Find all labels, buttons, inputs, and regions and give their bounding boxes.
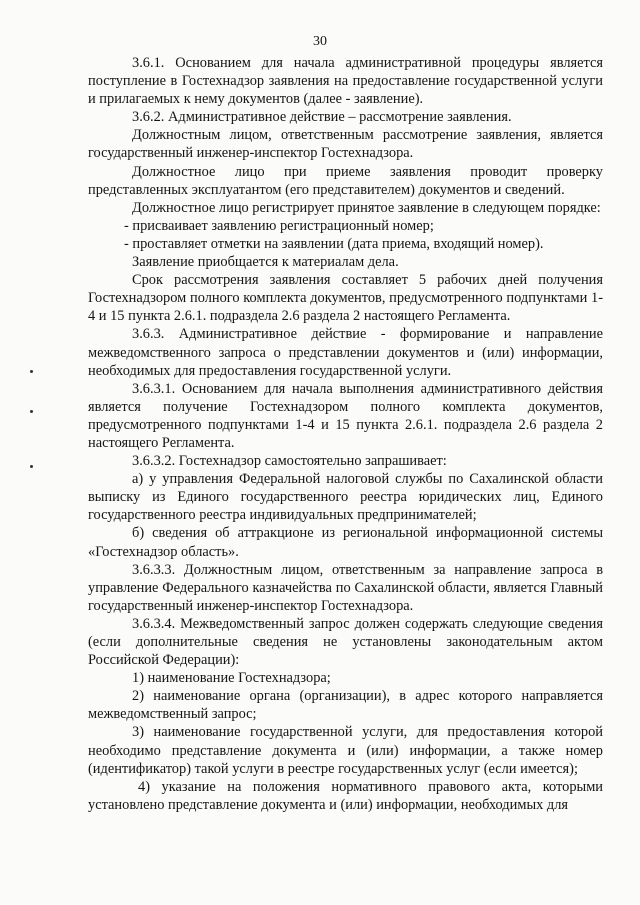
paragraph: 3.6.3. Административное действие - формирование и направление межведомственного запроса о представлении документов и (или) информации, необходимых для предоставления государственной услуги. [88,326,603,379]
document-body [88,54,603,814]
list-item: 3) наименование государственной услуги, для предоставления которой необходимо представление документа и (или) информации, а также номер (идентификатор) такой услуги в реестре государственных услуг (если имеется); [88,724,603,777]
paragraph: 3.6.3.4. Межведомственный запрос должен содержать следующие сведения (если дополнительные сведения не установлены законодательным актом Российской Федерации): [88,615,603,669]
page-number: 30 [313,34,327,49]
list-item: 4) указание на положения нормативного правового акта, которыми установлено представление документа и (или) информации, необходимых для [88,778,603,813]
list-item: - проставляет отметки на заявлении (дата приема, входящий номер). [124,235,544,252]
paragraph: б) сведения об аттракционе из региональной информационной системы «Гостехнадзор область». [88,525,603,560]
paragraph: Должностное лицо при приеме заявления проводит проверку представленных эксплуатантом (его представителем) документов и сведений. [88,163,603,198]
paragraph: Заявление приобщается к материалам дела. [132,254,399,271]
list-item: 2) наименование органа (организации), в адрес которого направляется межведомственный запрос; [88,688,603,723]
paragraph: 3.6.3.2. Гостехнадзор самостоятельно запрашивает: [132,453,447,470]
list-item: - присваивает заявлению регистрационный номер; [124,217,434,234]
paragraph: 3.6.1. Основанием для начала административной процедуры является поступление в Гостехнадзор заявления на предоставление государственной услуги и прилагаемых к нему документов (далее - заявление). [88,55,603,108]
paragraph: Должностным лицом, ответственным рассмотрение заявления, является государственный инженер-инспектор Гостехнадзора. [88,127,603,162]
paragraph: а) у управления Федеральной налоговой службы по Сахалинской области выписку из Единого государственного реестра юридических лиц, Единого государственного реестра индивидуальных предпринимателей; [88,471,603,524]
paragraph: 3.6.2. Административное действие – рассмотрение заявления. [132,109,512,126]
paragraph: 3.6.3.3. Должностным лицом, ответственным за направление запроса в управление Федерального казначейства по Сахалинской области, является Главный государственный инженер-инспектор Гостехнадзора. [88,561,603,614]
list-item: 1) наименование Гостехнадзора; [132,670,331,687]
paragraph: Должностное лицо регистрирует принятое заявление в следующем порядке: [132,199,601,216]
paragraph: 3.6.3.1. Основанием для начала выполнения административного действия является получение Гостехнадзором полного комплекта документов, предусмотренного подпунктами 1-4 и 15 пункта 2.6.1. подраздела 2.6 раздела 2 настоящего Регламента. [88,380,603,451]
paragraph: Срок рассмотрения заявления составляет 5 рабочих дней получения Гостехнадзором полного комплекта документов, предусмотренного подпунктами 1-4 и 15 пункта 2.6.1. подраздела 2.6 раздела 2 настоящего Регламента. [88,272,603,325]
